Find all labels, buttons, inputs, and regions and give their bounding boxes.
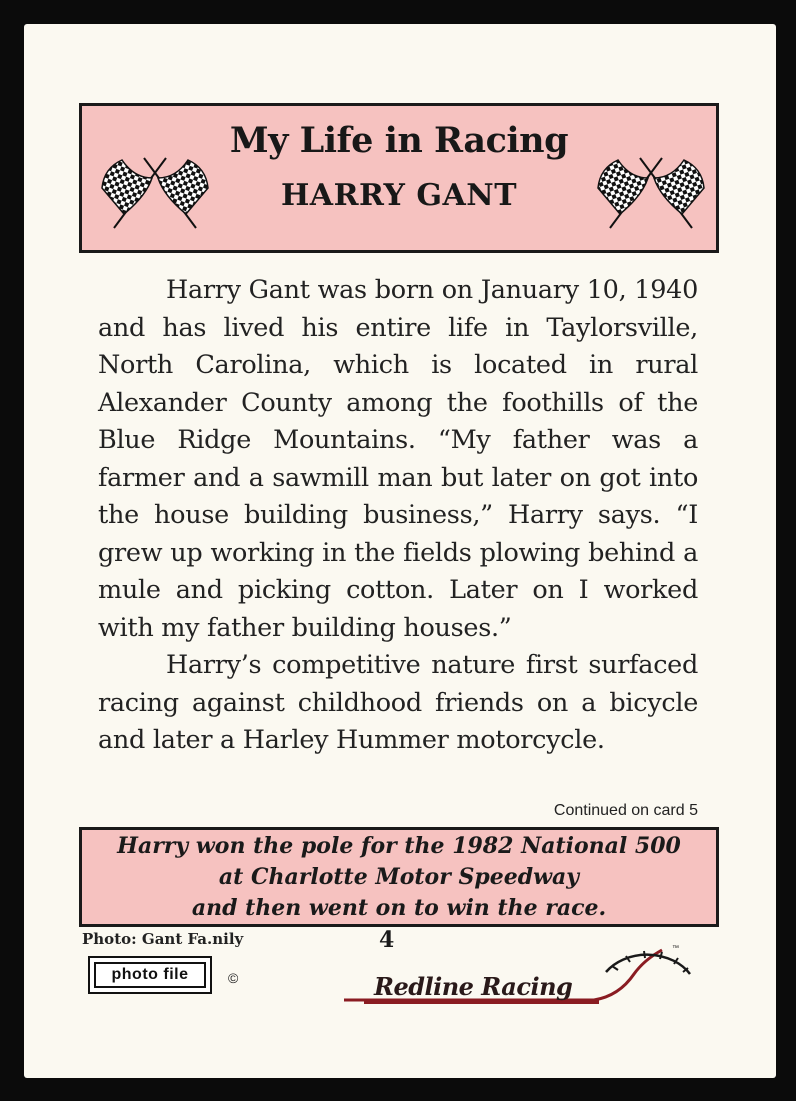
trading-card-back [24, 24, 776, 1078]
trademark-mark: ™ [672, 945, 679, 952]
caption-line: at Charlotte Motor Speedway [218, 863, 580, 890]
photo-credit: Photo: Gant Fa.nily [82, 930, 244, 948]
biography-text [98, 272, 698, 760]
photo-file-label: photo file [94, 962, 206, 988]
paragraph: Harry’s competitive nature first surfaced racing against childhood friends on a bicycle and later a Harley Hummer motorcycle. [98, 650, 698, 755]
continued-note: Continued on card 5 [553, 802, 698, 819]
photo-file-logo [88, 956, 212, 994]
redline-racing-logo [344, 934, 694, 1010]
brand-name: Redline Racing [374, 972, 573, 1001]
copyright-symbol: © [228, 970, 239, 986]
title-banner [79, 103, 719, 253]
caption-banner [79, 827, 719, 927]
checkered-flags-icon [590, 148, 712, 230]
caption-line: and then went on to win the race. [191, 894, 607, 921]
paragraph: Harry Gant was born on January 10, 1940 and has lived his entire life in Taylorsville, North Carolina, which is located in rural Alexander County among the foothills of the Blue Ridge Mountains. “My father was a farmer and a sawmill man but later on got into the house building business,” Harry says. “I grew up working in the fields plowing behind a mule and picking cotton. Later on I worked with my father building houses.” [98, 275, 698, 643]
card-number: 4 [379, 927, 395, 953]
driver-name: HARRY GANT [280, 178, 518, 213]
caption-line: Harry won the pole for the 1982 National 500 [117, 832, 681, 859]
page-title: My Life in Racing [229, 120, 569, 161]
